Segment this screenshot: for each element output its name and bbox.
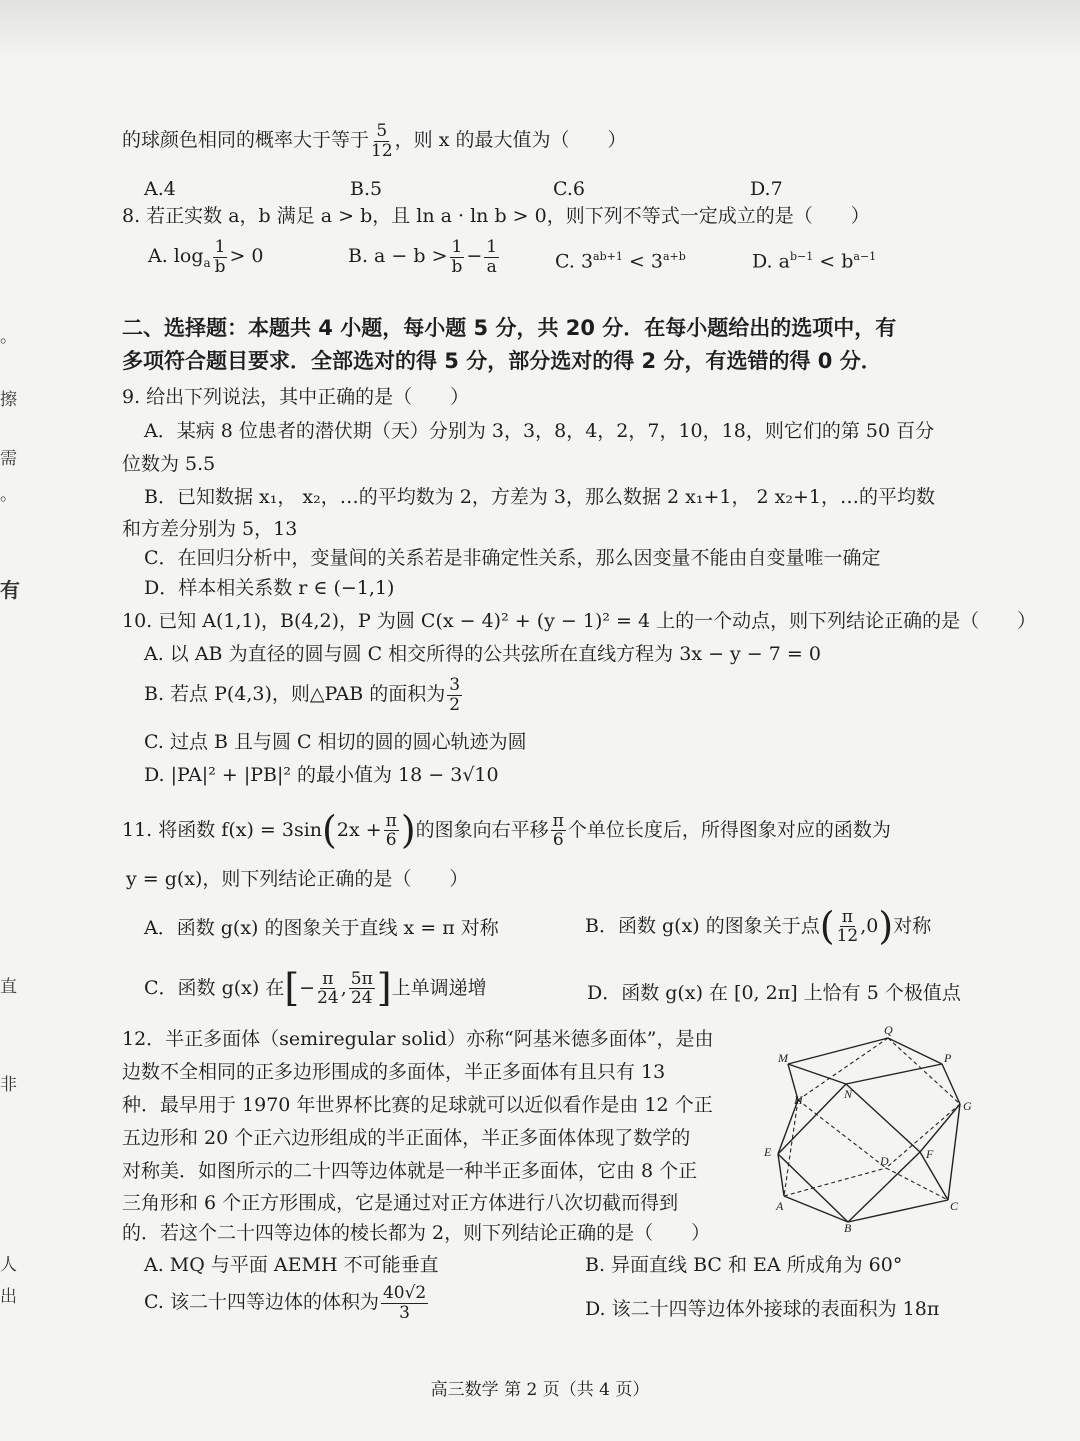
- q8-option-b: B. a − b > $\frac{1}{b}$ − $\frac{1}{a}$: [348, 237, 498, 277]
- vertex-label: Q: [884, 1023, 893, 1037]
- q10-option-b: B. 若点 P(4,3)，则△PAB 的面积为 $\frac{3}{2}$: [144, 675, 461, 715]
- q12-option-d: D. 该二十四等边体外接球的表面积为 18π: [585, 1298, 940, 1320]
- vertex-label: D: [880, 1154, 889, 1168]
- q12-option-b: B. 异面直线 BC 和 EA 所成角为 60°: [585, 1254, 903, 1276]
- q8-option-a: A. $\log_a$ $\frac{1}{b}$ > 0: [148, 237, 264, 277]
- vertex-label: M: [778, 1051, 788, 1065]
- vertex-label: C: [950, 1199, 959, 1213]
- q11-stem: 11. 将函数 f(x) = 3sin(2x + $\frac{\pi}{6}$ )的图象向右平移 $\frac{\pi}{6}$ 个单位长度后，所得图象对应的函数为: [122, 808, 891, 852]
- q11-option-c: C．函数 g(x) 在[− $\frac{\pi}{24}$ , $\frac{5\pi}{24}$ ]上单调递增: [144, 966, 487, 1010]
- q12-option-c: C. 该二十四等边体的体积为 $\frac{40√2}{3}$: [144, 1283, 427, 1323]
- vertex-label: E: [764, 1145, 772, 1159]
- margin-char: 直: [0, 977, 17, 997]
- vertex-label: H: [794, 1093, 803, 1107]
- q12-line: 边数不全相同的正多边形围成的多面体，半正多面体有且只有 13: [122, 1061, 666, 1083]
- q9-option-c: C．在回归分析中，变量间的关系若是非确定性关系，那么因变量不能由自变量唯一确定: [144, 547, 881, 569]
- vertex-label: G: [963, 1099, 972, 1113]
- q12-line: 的．若这个二十四等边体的棱长都为 2，则下列结论正确的是（ ）: [122, 1222, 711, 1244]
- q12-line: 种．最早用于 1970 年世界杯比赛的足球就可以近似看作是由 12 个正: [122, 1094, 713, 1116]
- margin-char: 。: [0, 485, 17, 505]
- q11-stem-cont: y = g(x)，则下列结论正确的是（ ）: [126, 868, 469, 890]
- q9-option-a: A．某病 8 位患者的潜伏期（天）分别为 3，3，8，4，2，7，10，18，则它们的第 50 百分: [144, 420, 935, 442]
- q11-option-b: B．函数 g(x) 的图象关于点( $\frac{\pi}{12}$ ,0)对称: [585, 904, 932, 948]
- q10-option-c: C. 过点 B 且与圆 C 相切的圆的圆心轨迹为圆: [144, 731, 527, 753]
- margin-char: 非: [0, 1075, 17, 1095]
- q8-stem: 8. 若正实数 a，b 满足 a > b，且 ln a · ln b > 0，则下列不等式一定成立的是（ ）: [122, 205, 870, 227]
- q9-stem: 9. 给出下列说法，其中正确的是（ ）: [122, 386, 470, 408]
- q12-line: 三角形和 6 个正方形围成，它是通过对正方体进行八次切截而得到: [122, 1192, 679, 1214]
- q7-option-b: B.5: [350, 178, 383, 200]
- q12-line: 五边形和 20 个正六边形组成的半正面体，半正多面体体现了数学的: [122, 1127, 691, 1149]
- q12-option-a: A. MQ 与平面 AEMH 不可能垂直: [144, 1254, 439, 1276]
- q7-tail: 的球颜色相同的概率大于等于 $\frac{5}{12}$ ，则 x 的最大值为（ ）: [122, 121, 627, 161]
- margin-char: 擦: [0, 390, 17, 410]
- q8-option-d: D. $a^{b-1} < b^{a-1}$: [752, 250, 877, 273]
- q10-stem: 10. 已知 A(1,1)，B(4,2)，P 为圆 C(x − 4)² + (y − 1)² = 4 上的一个动点，则下列结论正确的是（ ）: [122, 610, 1037, 632]
- vertex-label: N: [844, 1087, 853, 1101]
- vertex-label: P: [944, 1051, 952, 1065]
- section-heading: 二、选择题：本题共 4 小题，每小题 5 分，共 20 分．在每小题给出的选项中，有: [122, 316, 897, 340]
- page-shadow: [0, 0, 1080, 60]
- q9-option-b: B．已知数据 x₁， x₂，…的平均数为 2，方差为 3，那么数据 2 x₁+1， 2 x₂+1，…的平均数: [144, 486, 935, 508]
- q12-line: 12．半正多面体（semiregular solid）亦称“阿基米德多面体”，是由: [122, 1028, 714, 1050]
- margin-char: 。: [0, 327, 17, 347]
- margin-char: 出: [0, 1287, 17, 1307]
- margin-char: 人: [0, 1255, 17, 1275]
- q11-option-a: A．函数 g(x) 的图象关于直线 x = π 对称: [144, 917, 499, 939]
- section-heading-cont: 多项符合题目要求．全部选对的得 5 分，部分选对的得 2 分，有选错的得 0 分．: [122, 349, 882, 373]
- vertex-label: F: [926, 1147, 934, 1161]
- q10-option-d: D. |PA|² + |PB|² 的最小值为 18 − 3√10: [144, 764, 499, 786]
- q10-option-a: A. 以 AB 为直径的圆与圆 C 相交所得的公共弦所在直线方程为 3x − y − 7 = 0: [144, 643, 821, 665]
- margin-char: 有: [0, 578, 20, 602]
- page-footer: 高三数学 第 2 页（共 4 页）: [430, 1380, 650, 1400]
- polyhedron-figure: [760, 1022, 980, 1232]
- q7-option-c: C.6: [553, 178, 585, 200]
- vertex-label: B: [844, 1221, 852, 1232]
- margin-char: 需: [0, 449, 17, 469]
- q7-option-a: A.4: [144, 178, 176, 200]
- q9-option-a-cont: 位数为 5.5: [122, 453, 216, 475]
- q9-option-b-cont: 和方差分别为 5，13: [122, 518, 298, 540]
- vertex-label: A: [776, 1199, 784, 1213]
- q7-option-d: D.7: [750, 178, 783, 200]
- q11-option-d: D．函数 g(x) 在 [0, 2π] 上恰有 5 个极值点: [587, 982, 961, 1004]
- q9-option-d: D．样本相关系数 r ∈ (−1,1): [144, 577, 395, 599]
- q12-line: 对称美．如图所示的二十四等边体就是一种半正多面体，它由 8 个正: [122, 1160, 698, 1182]
- q8-option-c: C. $3^{ab+1} < 3^{a+b}$: [555, 250, 686, 273]
